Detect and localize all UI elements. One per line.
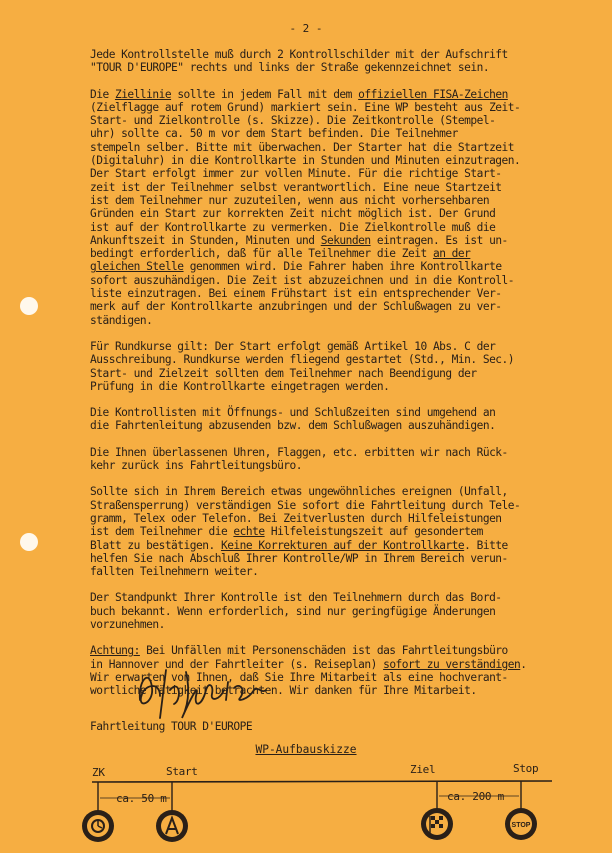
text-run: die Fahrtenleitung abzusenden bzw. dem Schlußwagen auszuhändigen.	[90, 419, 496, 433]
distance-label-2: ca. 200 m	[447, 790, 504, 803]
text-run: "TOUR D'EUROPE" rechts und links der Straße gekennzeichnet sein.	[90, 61, 490, 75]
text-run: (Zielflagge auf rotem Grund) markiert sein. Eine WP besteht aus Zeit-	[90, 100, 521, 114]
finish-flag-sign-icon	[421, 808, 453, 840]
text-run: helfen Sie nach Abschluß Ihrer Kontrolle/WP in Ihrem Bereich verun-	[90, 551, 508, 565]
punch-hole-bottom	[20, 533, 38, 551]
underlined-text: Achtung:	[90, 644, 140, 658]
text-run: in Hannover und der Fahrtleiter (s. Reiseplan)	[90, 657, 384, 671]
underlined-text: Sekunden	[320, 233, 371, 247]
paragraph	[90, 406, 610, 433]
text-run: kehr zurück ins Fahrtleitungsbüro.	[90, 459, 303, 473]
road-line	[92, 781, 552, 782]
underlined-text: Ziellinie	[114, 87, 172, 101]
distance-label-1: ca. 50 m	[116, 792, 167, 805]
page-number: - 2 -	[289, 22, 323, 35]
text-run: vorzunehmen.	[90, 617, 165, 631]
text-run: Hilfeleistungszeit auf gesondertem	[264, 525, 483, 539]
paragraph	[90, 591, 610, 631]
label-ziel: Ziel	[410, 763, 436, 776]
text-run: fallten Teilnehmern weiter.	[90, 565, 259, 579]
text-run: Wir erwarten von Ihnen, daß Sie Ihre Mitarbeit als eine hochverant-	[90, 670, 508, 684]
body-text	[90, 48, 610, 710]
underlined-text: offiziellen FISA-Zeichen	[358, 87, 508, 101]
label-zk: ZK	[92, 766, 105, 779]
paragraph	[90, 446, 610, 473]
paragraph	[90, 48, 610, 75]
text-run: Die Ihnen überlassenen Uhren, Flaggen, etc. erbitten wir nach Rück-	[90, 445, 508, 459]
text-run: ist dem Teilnehmer die	[90, 525, 234, 539]
text-run: Ausschreibung. Rundkurse werden fliegend gestartet (Std., Min. Sec.)	[90, 353, 515, 367]
text-run: .	[520, 657, 527, 671]
text-run: Die Kontrollisten mit Öffnungs- und Schlußzeiten sind umgehend an	[90, 406, 496, 420]
text-run: uhr) sollte ca. 50 m vor dem Start befinden. Die Teilnehmer	[90, 127, 458, 141]
text-run: Bei Unfällen mit Personenschäden ist das Fahrtleitungsbüro	[139, 644, 508, 658]
text-run: ist dem Teilnehmer nur zuzuteilen, wenn aus nicht vorhersehbaren	[90, 193, 490, 207]
text-run: merk auf der Kontrollkarte anzubringen und der Schlußwagen zu ver-	[90, 300, 502, 314]
underlined-text: gleichen Stelle	[90, 260, 184, 274]
sketch-title: WP-Aufbauskizze	[255, 743, 357, 756]
text-run: Jede Kontrollstelle muß durch 2 Kontrollschilder mit der Aufschrift	[90, 48, 508, 61]
underlined-text: an der	[432, 247, 471, 261]
text-run: Straßensperrung) verständigen Sie sofort die Fahrtleitung durch Tele-	[90, 498, 521, 512]
text-run: sofort auszuhändigen. Die Zeit ist abzuzeichnen und in die Kontroll-	[90, 273, 515, 287]
text-run: (Digitaluhr) in die Kontrollkarte in Stunden und Minuten einzutragen.	[90, 154, 521, 168]
text-run: Die	[90, 87, 115, 101]
text-run: Prüfung in die Kontrollkarte eingetragen werden.	[90, 379, 390, 393]
paragraph	[90, 88, 610, 327]
text-run: Für Rundkurse gilt: Der Start erfolgt gemäß Artikel 10 Abs. C der	[90, 339, 496, 353]
handwritten-signature	[130, 660, 280, 724]
underlined-text: sofort zu verständigen	[383, 657, 521, 671]
wp-setup-diagram	[0, 760, 612, 853]
punch-hole-top	[20, 297, 38, 315]
text-run: eintragen. Es ist un-	[370, 233, 508, 247]
label-stop: Stop	[513, 762, 539, 775]
paragraph	[90, 340, 610, 393]
text-run: wortliche Tätigkeit betrachten. Wir danken für Ihre Mitarbeit.	[90, 684, 477, 698]
start-sign-icon	[156, 810, 188, 842]
text-run: . Bitte	[464, 538, 508, 552]
text-run: zeit ist der Teilnehmer selbst verantwortlich. Eine neue Startzeit	[90, 180, 502, 194]
text-run: Blatt zu bestätigen.	[90, 538, 221, 552]
text-run: genommen wird. Die Fahrer haben ihre Kontrollkarte	[183, 260, 502, 274]
text-run: stempeln selber. Bitte mit überwachen. Der Starter hat die Startzeit	[90, 140, 515, 154]
label-start: Start	[166, 765, 198, 778]
text-run: bedingt erforderlich, daß für alle Teilnehmer die Zeit	[90, 247, 433, 261]
text-run: Der Start erfolgt immer zur vollen Minute. Für die richtige Start-	[90, 167, 502, 181]
text-run: Ankunftszeit in Stunden, Minuten und	[90, 233, 321, 247]
stop-sign-icon	[505, 808, 537, 840]
underlined-text: Keine Korrekturen auf der Kontrollkarte	[220, 538, 465, 552]
text-run: Der Standpunkt Ihrer Kontrolle ist den Teilnehmern durch das Bord-	[90, 591, 502, 605]
text-run: Start- und Zielkontrolle (s. Skizze). Die Zeitkontrolle (Stempel-	[90, 114, 496, 128]
text-run: Sollte sich in Ihrem Bereich etwas ungewöhnliches ereignen (Unfall,	[90, 485, 508, 499]
text-run: Gründen ein Start zur korrekten Zeit nicht möglich ist. Der Grund	[90, 207, 496, 221]
stop-sign-text: STOP	[511, 822, 531, 829]
text-run: sollte in jedem Fall mit dem	[171, 87, 359, 101]
underlined-text: echte	[233, 525, 265, 539]
text-run: buch bekannt. Wenn erforderlich, sind nur geringfügige Änderungen	[90, 604, 496, 618]
paragraph	[90, 485, 610, 578]
text-run: ist auf der Kontrollkarte zu vermerken. Die Zielkontrolle muß die	[90, 220, 496, 234]
text-run: liste einzutragen. Bei einem Frühstart ist ein entsprechender Ver-	[90, 287, 502, 301]
text-run: gramm, Telex oder Telefon. Bei Zeitverlusten durch Hilfeleistungen	[90, 511, 502, 525]
text-run: ständigen.	[90, 313, 153, 327]
closing-signature-line: Fahrtleitung TOUR D'EUROPE	[90, 720, 253, 733]
text-run: Start- und Zielzeit sollten dem Teilnehmer nach Beendigung der	[90, 366, 477, 380]
time-control-sign-icon	[82, 810, 114, 842]
